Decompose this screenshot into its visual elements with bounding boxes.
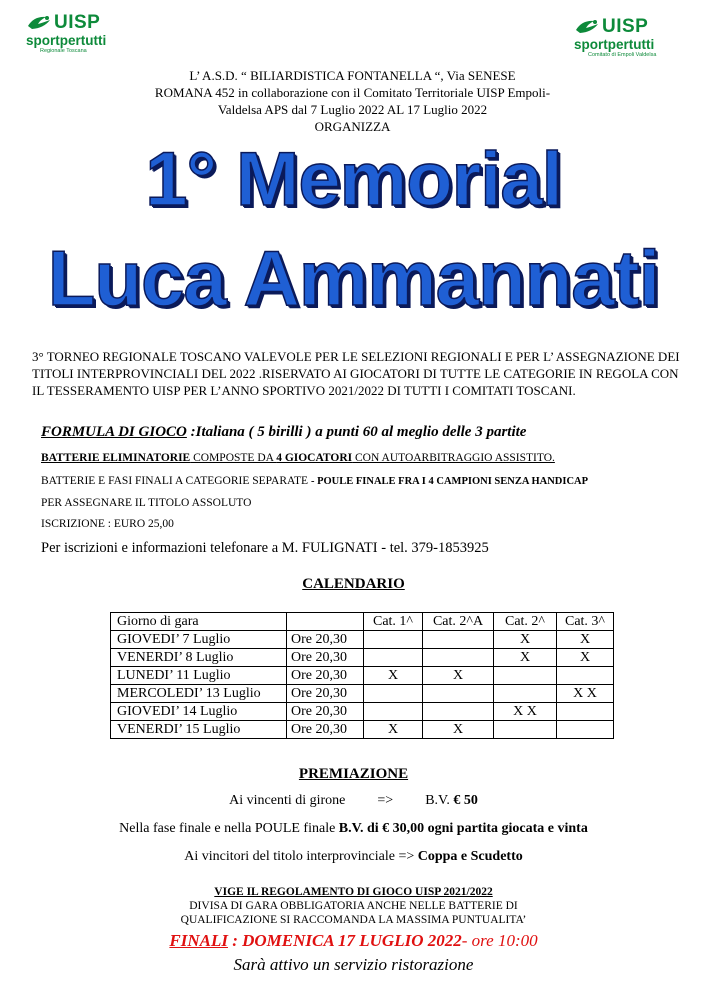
finals-time: - ore 10:00 [461,931,538,950]
table-row [111,631,614,649]
day-cell: VENERDI’ 15 Luglio [111,721,287,739]
uisp-tagline: sportpertutti [26,33,107,48]
cat3-cell [557,703,614,721]
header-cell: Cat. 2^ [494,613,557,631]
table-row [111,667,614,685]
day-cell: GIOVEDI’ 7 Luglio [111,631,287,649]
cat3-cell [557,667,614,685]
table-row [111,685,614,703]
assoluto-info: PER ASSEGNARE IL TITOLO ASSOLUTO [41,497,252,509]
batterie-info [41,452,555,464]
cat2-cell [494,685,557,703]
cat2a-cell: X [423,721,494,739]
uisp-runner-icon [26,14,52,32]
prize-group-text: Ai vincenti di girone [229,793,346,808]
game-formula [41,424,526,441]
time-cell: Ore 20,30 [287,631,364,649]
cat1-cell: X [364,667,423,685]
rules-block [0,885,707,927]
day-cell: GIOVEDI’ 14 Luglio [111,703,287,721]
formula-text: :Italiana ( 5 birilli ) a punti 60 al meglio delle 3 partite [186,424,527,440]
calendar-title: CALENDARIO [302,576,405,592]
cat3-cell: X X [557,685,614,703]
uisp-brand: UISP [54,12,101,33]
finals-label: FINALI [169,931,228,950]
rules-line: DIVISA DI GARA OBBLIGATORIA ANCHE NELLE BATTERIE DI [189,900,518,912]
batterie-label: BATTERIE ELIMINATORIE [41,452,191,464]
calendar-table [110,612,614,739]
cat2-cell [494,721,557,739]
fasi-info [41,475,588,487]
header-cell: Cat. 3^ [557,613,614,631]
cat1-cell: X [364,721,423,739]
rules-line: QUALIFICAZIONE SI RACCOMANDA LA MASSIMA PUNTUALITA’ [180,914,527,926]
cat2a-cell: X [423,667,494,685]
header-cell [287,613,364,631]
cat1-cell [364,703,423,721]
cat2a-cell [423,649,494,667]
header-cell: Giorno di gara [111,613,287,631]
cat2-cell: X X [494,703,557,721]
batterie-mid: COMPOSTE DA [190,452,277,464]
prize-title-award: Coppa e Scudetto [417,849,523,864]
formula-label: FORMULA DI GIOCO [41,424,187,440]
time-cell: Ore 20,30 [287,649,364,667]
uisp-tagline: sportpertutti [574,37,655,52]
finals-info [0,931,707,951]
uisp-runner-icon [574,18,600,36]
cat2a-cell [423,631,494,649]
cat1-cell [364,649,423,667]
time-cell: Ore 20,30 [287,703,364,721]
cat1-cell [364,685,423,703]
cat2-cell: X [494,649,557,667]
intro-line: ROMANA 452 in collaborazione con il Comitato Territoriale UISP Empoli- [154,85,551,100]
cat3-cell [557,721,614,739]
header-cell: Cat. 2^A [423,613,494,631]
uisp-subtitle: Comitato di Empoli Valdelsa [588,52,657,58]
page-title-line2: Luca Ammannati [47,234,660,322]
contact-info: Per iscrizioni e informazioni telefonare a M. FULIGNATI - tel. 379-1853925 [41,540,489,556]
prize-title-text: Ai vincitori del titolo interprovinciale => [184,849,418,864]
prize-final-text: Nella fase finale e nella POULE finale [119,821,339,836]
intro-line: L’ A.S.D. “ BILIARDISTICA FONTANELLA “, Via SENESE [189,68,516,83]
batterie-num: 4 GIOCATORI [276,452,353,464]
cat3-cell: X [557,649,614,667]
time-cell: Ore 20,30 [287,667,364,685]
prize-final-amount: B.V. di € 30,00 ogni partita giocata e vinta [338,821,588,836]
day-cell: LUNEDI’ 11 Luglio [111,667,287,685]
prize-final [0,821,707,837]
intro-line: Valdelsa APS dal 7 Luglio 2022 AL 17 Luglio 2022 [217,102,488,117]
cat3-cell: X [557,631,614,649]
prizes-title: PREMIAZIONE [298,766,409,782]
catering-note: Sarà attivo un servizio ristorazione [233,955,474,974]
day-cell: MERCOLEDI’ 13 Luglio [111,685,287,703]
uisp-subtitle: Regionale Toscana [40,48,87,54]
prize-group-bv: B.V. [425,793,454,808]
table-row [111,721,614,739]
header-cell: Cat. 1^ [364,613,423,631]
prize-group-amount: € 50 [453,793,478,808]
time-cell: Ore 20,30 [287,721,364,739]
time-cell: Ore 20,30 [287,685,364,703]
table-row [111,703,614,721]
batterie-end: CON AUTOARBITRAGGIO ASSISTITO. [352,452,555,464]
fasi-text: BATTERIE E FASI FINALI A CATEGORIE SEPARATE [41,475,311,487]
cat2a-cell [423,703,494,721]
finals-date: : DOMENICA 17 LUGLIO 2022 [227,931,462,950]
day-cell: VENERDI’ 8 Luglio [111,649,287,667]
page-title-line1: 1° Memorial [145,137,562,222]
intro-line: ORGANIZZA [314,119,391,134]
table-row [111,649,614,667]
tournament-description: 3° TORNEO REGIONALE TOSCANO VALEVOLE PER LE SELEZIONI REGIONALI E PER L’ ASSEGNAZIONE DEI TITOLI INTERPROVINCIALI DEL 2022 .RISERVATO AI GIOCATORI DI TUTTE LE CATEGORIE IN REGOLA CON IL TESSERAMENTO UISP PER L’ANNO SPORTIVO 2021/2022 DI TUTTI I COMITATI TOSCANI. [32,349,680,398]
cat2-cell: X [494,631,557,649]
intro-text [140,67,565,135]
uisp-logo-left [26,14,142,55]
cat2-cell [494,667,557,685]
prize-group [0,793,707,809]
cat1-cell [364,631,423,649]
iscrizione-info: ISCRIZIONE : EURO 25,00 [41,518,174,530]
uisp-logo-right [574,18,690,59]
arrow-text: => [377,793,394,808]
rules-title: VIGE IL REGOLAMENTO DI GIOCO UISP 2021/2022 [214,886,493,898]
prize-title [0,849,707,865]
table-header [111,613,614,631]
poule-text: - POULE FINALE FRA I 4 CAMPIONI SENZA HANDICAP [310,476,589,487]
cat2a-cell [423,685,494,703]
uisp-brand: UISP [602,16,649,37]
